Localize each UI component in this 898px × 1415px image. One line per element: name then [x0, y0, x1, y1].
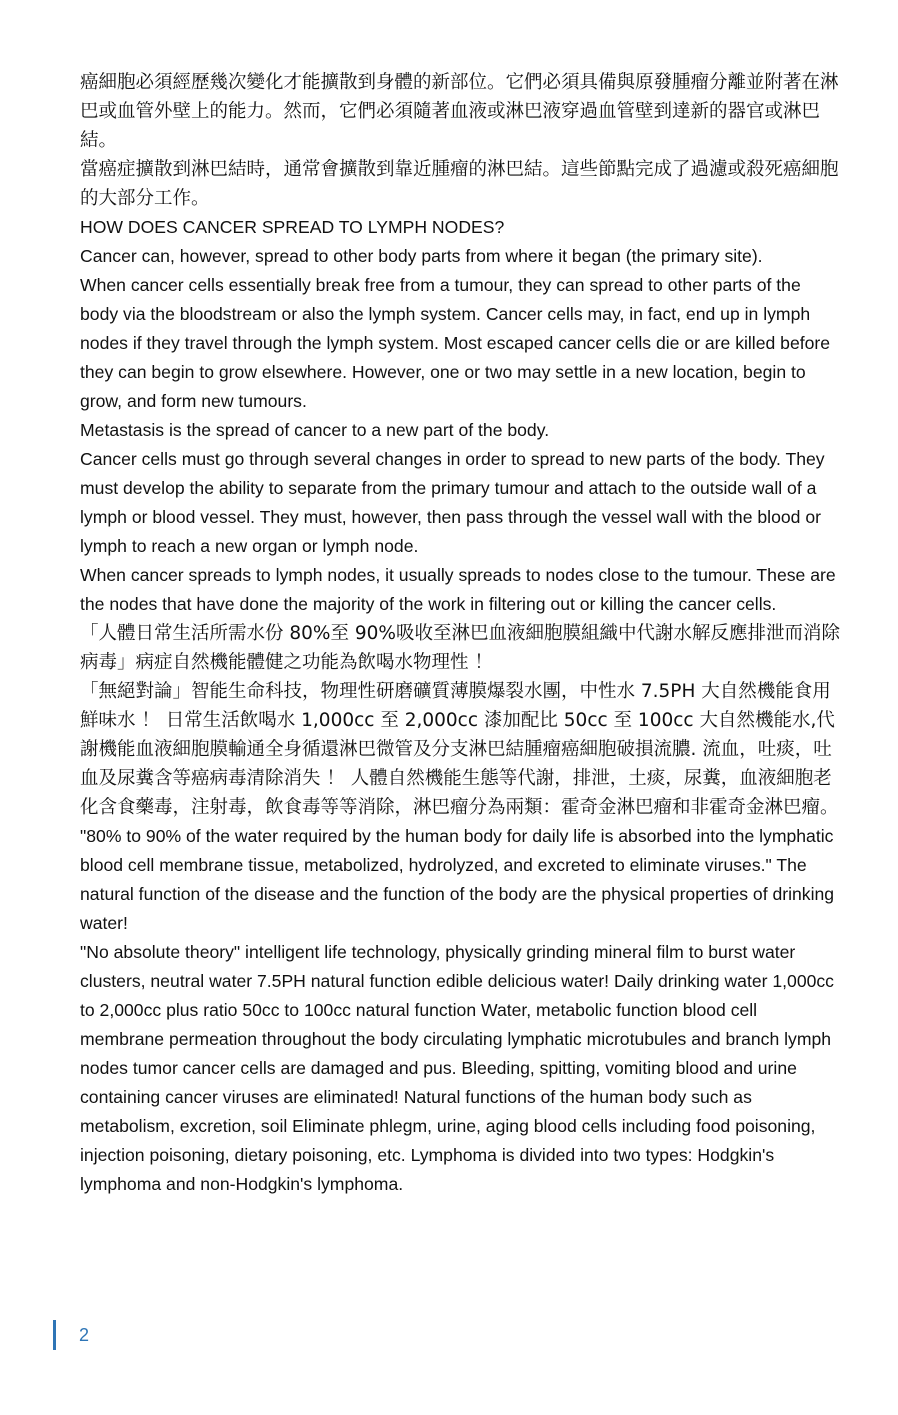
section-heading: HOW DOES CANCER SPREAD TO LYMPH NODES?	[80, 217, 505, 237]
paragraph-zh-no-absolute-theory: 「無絕對論」智能生命科技，物理性研磨礦質薄膜爆裂水團，中性水 7.5PH 大自然機能食用鮮味水 ！ 日常生活飲喝水 1,000cc 至 2,000cc 漆加配比 50cc 至 100cc 大自然機能水,代謝機能血液細胞膜輸通全身循還淋巴微管及分支淋巴結腫瘤癌細胞破損流膿. 流血，吐痰，吐血及尿糞含等癌病毒清除消失 ！ 人體自然機能生態等代謝，排泄，土痰，尿糞，血液細胞老化含食藥毒，注射毒，飲食毒等等消除，淋巴瘤分為兩類：霍奇金淋巴瘤和非霍奇金淋巴瘤。	[80, 681, 839, 818]
paragraph-zh-water-absorption: 「人體日常生活所需水份 80%至 90%吸收至淋巴血液細胞膜組織中代謝水解反應排泄而消除病毒」病症自然機能體健之功能為飲喝水物理性 ！	[80, 623, 841, 673]
paragraph-several-changes: Cancer cells must go through several changes in order to spread to new parts of the body. They must develop the ability to separate from the primary tumour and attach to the outside wall of a lymph or blood vessel. They must, however, then pass through the vessel wall with the blood or lymph to reach a new organ or lymph node.	[80, 449, 825, 556]
paragraph-metastasis-definition: Metastasis is the spread of cancer to a new part of the body.	[80, 420, 550, 440]
page-footer	[53, 1320, 89, 1350]
paragraph-nodes-close-to-tumour: When cancer spreads to lymph nodes, it usually spreads to nodes close to the tumour. These are the nodes that have done the majority of the work in filtering out or killing the cancer cells.	[80, 565, 836, 614]
paragraph-zh-lymph-node-spread: 當癌症擴散到淋巴結時，通常會擴散到靠近腫瘤的淋巴結。這些節點完成了過濾或殺死癌細胞的大部分工作。	[80, 159, 839, 209]
footer-accent-bar	[53, 1320, 56, 1350]
document-body	[80, 68, 840, 1199]
paragraph-primary-site: Cancer can, however, spread to other body parts from where it began (the primary site).	[80, 246, 763, 266]
paragraph-zh-metastasis-changes: 癌細胞必須經歷幾次變化才能擴散到身體的新部位。它們必須具備與原發腫瘤分離並附著在淋巴或血管外壁上的能力。然而，它們必須隨著血液或淋巴液穿過血管壁到達新的器官或淋巴結。	[80, 72, 839, 151]
paragraph-no-absolute-theory: "No absolute theory" intelligent life technology, physically grinding mineral film to burst water clusters, neutral water 7.5PH natural function edible delicious water! Daily drinking water 1,000cc to 2,000cc plus ratio 50cc to 100cc natural function Water, metabolic function blood cell membrane permeation throughout the body circulating lymphatic microtubules and branch lymph nodes tumor cancer cells are damaged and pus. Bleeding, spitting, vomiting blood and urine containing cancer viruses are eliminated! Natural functions of the human body such as metabolism, excretion, soil Eliminate phlegm, urine, aging blood cells including food poisoning, injection poisoning, dietary poisoning, etc. Lymphoma is divided into two types: Hodgkin's lymphoma and non-Hodgkin's lymphoma.	[80, 942, 834, 1194]
paragraph-break-free: When cancer cells essentially break free from a tumour, they can spread to other parts of the body via the bloodstream or also the lymph system. Cancer cells may, in fact, end up in lymph nodes if they travel through the lymph system. Most escaped cancer cells die or are killed before they can begin to grow elsewhere. However, one or two may settle in a new location, begin to grow, and form new tumours.	[80, 275, 831, 411]
paragraph-water-absorption: "80% to 90% of the water required by the human body for daily life is absorbed into the lymphatic blood cell membrane tissue, metabolized, hydrolyzed, and excreted to eliminate viruses." The natural function of the disease and the function of the body are the physical properties of drinking water!	[80, 826, 835, 933]
page-number: 2	[79, 1324, 90, 1345]
